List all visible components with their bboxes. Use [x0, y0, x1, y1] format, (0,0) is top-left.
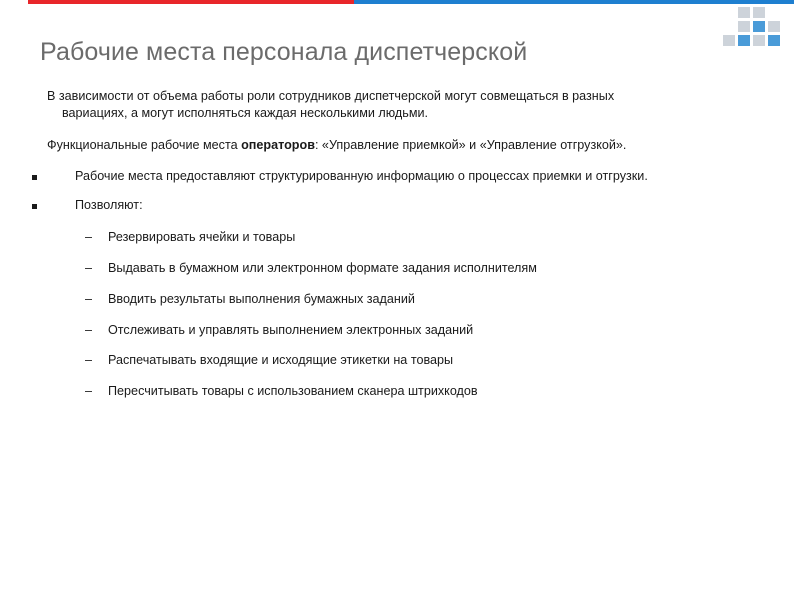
intro-line-1: В зависимости от объема работы роли сотрудников диспетчерской могут совмещаться в разных: [47, 89, 615, 103]
bullet-text: Позволяют:: [75, 198, 143, 212]
logo-square: [753, 21, 765, 32]
dash-icon: –: [85, 323, 93, 337]
functional-bold: операторов: [241, 138, 315, 152]
sub-item-text: Распечатывать входящие и исходящие этикетки на товары: [108, 353, 454, 367]
dash-icon: –: [85, 261, 93, 275]
bullet-dot-icon: [32, 175, 37, 180]
slide-title: Рабочие места персонала диспетчерской: [40, 38, 528, 66]
sub-item-text: Вводить результаты выполнения бумажных заданий: [108, 292, 415, 306]
sub-item-text: Пересчитывать товары с использованием сканера штрихкодов: [108, 384, 478, 398]
logo-square: [738, 21, 750, 32]
logo-square: [768, 35, 780, 46]
logo-square: [723, 35, 735, 46]
sub-item-text: Резервировать ячейки и товары: [108, 230, 296, 244]
logo-square: [753, 7, 765, 18]
dash-icon: –: [85, 230, 93, 244]
dash-icon: –: [85, 292, 93, 306]
logo-square: [768, 21, 780, 32]
logo-square: [753, 35, 765, 46]
sub-item-text: Отслеживать и управлять выполнением электронных заданий: [108, 323, 474, 337]
top-stripe-blue: [354, 0, 794, 4]
functional-suffix: : «Управление приемкой» и «Управление отгрузкой».: [314, 138, 627, 152]
top-stripe-red: [28, 0, 354, 4]
bullet-dot-icon: [32, 204, 37, 209]
functional-paragraph: [47, 137, 626, 154]
intro-line-2: вариациях, а могут исполняться каждая несколькими людьми.: [62, 106, 429, 120]
dash-icon: –: [85, 384, 93, 398]
dash-icon: –: [85, 353, 93, 367]
intro-paragraph: [47, 88, 707, 122]
logo-square: [738, 35, 750, 46]
sub-item-text: Выдавать в бумажном или электронном формате задания исполнителям: [108, 261, 537, 275]
logo-square: [738, 7, 750, 18]
logo-squares-icon: [720, 6, 784, 54]
bullet-text: Рабочие места предоставляют структурированную информацию о процессах приемки и отгрузки.: [75, 169, 648, 183]
functional-prefix: Функциональные рабочие места: [47, 138, 242, 152]
